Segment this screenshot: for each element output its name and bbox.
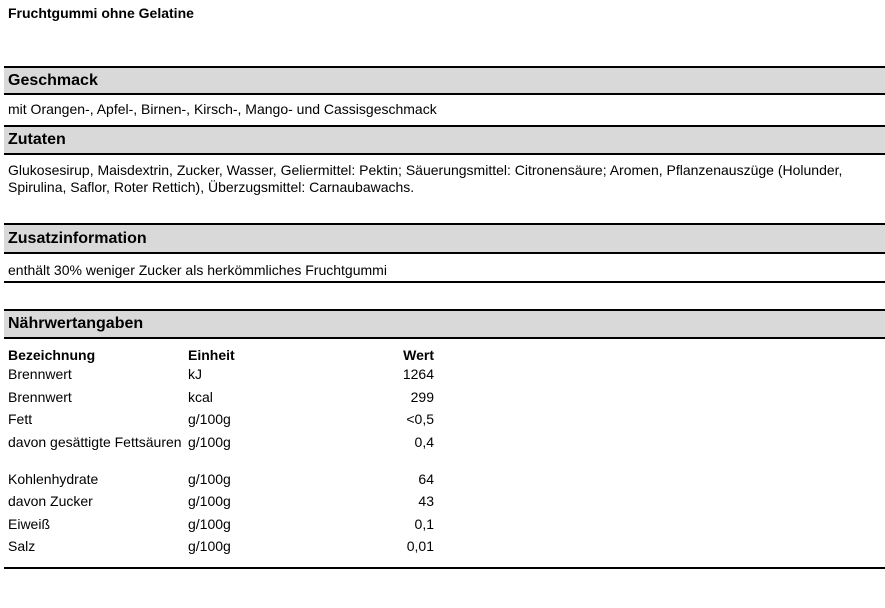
- section-header-zutaten: [4, 125, 885, 155]
- nutrient-unit: g/100g: [188, 493, 231, 509]
- section-text-geschmack: mit Orangen-, Apfel-, Birnen-, Kirsch-, Mango- und Cassisgeschmack: [8, 101, 437, 117]
- nutrient-unit: g/100g: [188, 470, 231, 487]
- nutrient-name: davon Zucker: [8, 493, 93, 509]
- nutrient-value: 1264: [402, 366, 434, 382]
- section-heading-zutaten: Zutaten: [8, 131, 66, 148]
- table-row: [4, 434, 434, 471]
- column-header-bezeichnung: Bezeichnung: [8, 347, 96, 363]
- nutrient-name: Brennwert: [8, 366, 72, 382]
- nutrient-value: 0,01: [406, 538, 434, 554]
- section-heading-zusatzinformation: Zusatzinformation: [8, 229, 147, 247]
- section-heading-geschmack: Geschmack: [8, 71, 98, 89]
- section-header-geschmack: [4, 66, 885, 95]
- table-header-row: [4, 344, 434, 366]
- section-text-zutaten: Glukosesirup, Maisdextrin, Zucker, Wasser, Geliermittel: Pektin; Säuerungsmittel: Citronensäure; Aromen, Pflanzenauszüge (Holunder, Spirulina, Saflor, Roter Rettich), Überzugsmittel: Carnaubawachs.: [8, 162, 843, 195]
- table-row: [4, 516, 434, 539]
- table-row: [4, 366, 434, 389]
- section-text-zusatzinformation: enthält 30% weniger Zucker als herkömmliches Fruchtgummi: [8, 262, 387, 278]
- nutrient-value: <0,5: [406, 411, 434, 427]
- column-header-einheit: Einheit: [188, 347, 235, 363]
- nutrient-name: Salz: [8, 538, 36, 554]
- column-header-wert: Wert: [403, 347, 434, 363]
- table-bottom-rule: [4, 567, 885, 569]
- nutrient-unit: kcal: [188, 388, 213, 405]
- nutrient-unit: g/100g: [188, 411, 231, 427]
- nutrient-name: Eiweiß: [8, 515, 51, 532]
- nutrient-value: 43: [418, 493, 434, 509]
- page-title: Fruchtgummi ohne Gelatine: [8, 5, 194, 21]
- nutrient-value: 64: [418, 470, 434, 487]
- table-row: [4, 411, 434, 434]
- section-header-zusatzinformation: [4, 223, 885, 254]
- nutrient-unit: g/100g: [188, 433, 231, 450]
- nutrient-name: davon gesättigte Fettsäuren: [8, 433, 182, 450]
- nutrient-value: 299: [410, 388, 434, 405]
- nutrient-name: Fett: [8, 411, 33, 427]
- nutrient-unit: g/100g: [188, 538, 231, 554]
- nutrient-unit: kJ: [188, 366, 202, 382]
- nutrient-name: Kohlenhydrate: [8, 470, 99, 487]
- table-row: [4, 538, 434, 561]
- table-row: [4, 471, 434, 494]
- table-row: [4, 493, 434, 516]
- table-row: [4, 389, 434, 412]
- section-heading-naehrwerte: Nährwertangaben: [8, 315, 144, 332]
- nutrient-value: 0,4: [414, 433, 434, 450]
- nutrient-value: 0,1: [414, 515, 434, 532]
- nutrition-table: [4, 344, 434, 561]
- section-divider: [4, 281, 885, 283]
- nutrient-name: Brennwert: [8, 388, 72, 405]
- section-header-naehrwerte: [4, 309, 885, 339]
- nutrient-unit: g/100g: [188, 515, 231, 532]
